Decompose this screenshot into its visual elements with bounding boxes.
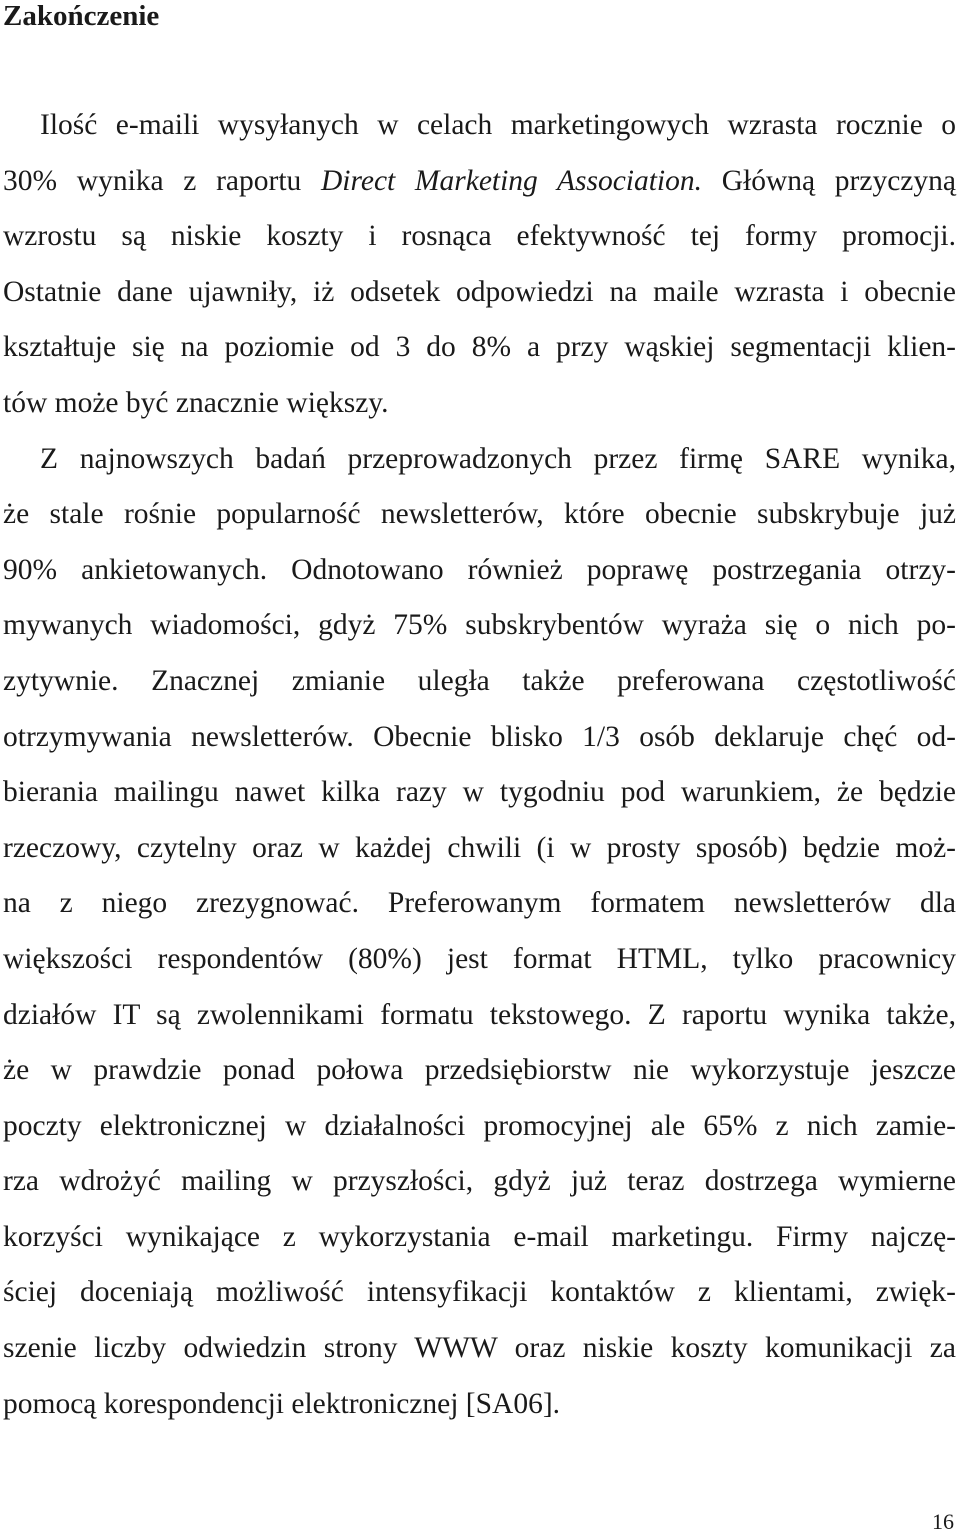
text-run: 30% wynika z raportu <box>3 164 321 197</box>
text-run: Główną przyczyną <box>702 164 956 197</box>
text-line: mywanych wiadomości, gdyż 75% subskrybentów wyraża się o nich po- <box>3 609 956 642</box>
section-heading: Zakończenie <box>3 0 160 32</box>
text-line: zytywnie. Znacznej zmianie uległa także preferowana częstotliwość <box>3 664 956 697</box>
text-line: że stale rośnie popularność newsletterów, które obecnie subskrybuje już <box>3 498 956 531</box>
text-line: Z najnowszych badań przeprowadzonych przez firmę SARE wynika, <box>40 442 956 475</box>
text-line <box>3 154 956 210</box>
text-line: 90% ankietowanych. Odnotowano również poprawę postrzegania otrzy- <box>3 553 956 586</box>
text-line: pomocą korespondencji elektronicznej [SA06]. <box>3 1387 561 1420</box>
text-line: ściej doceniają możliwość intensyfikacji kontaktów z klientami, zwięk- <box>3 1276 956 1309</box>
text-line: rzeczowy, czytelny oraz w każdej chwili (i w prosty sposób) będzie moż- <box>3 831 956 864</box>
source-name-italic: Direct Marketing Association. <box>320 164 703 197</box>
text-line: działów IT są zwolennikami formatu tekstowego. Z raportu wynika także, <box>3 998 956 1031</box>
text-line: że w prawdzie ponad połowa przedsiębiorstw nie wykorzystuje jeszcze <box>3 1054 956 1087</box>
text-line: rza wdrożyć mailing w przyszłości, gdyż już teraz dostrzega wymierne <box>3 1165 956 1198</box>
text-line: wzrostu są niskie koszty i rosnąca efektywność tej formy promocji. <box>3 220 956 253</box>
text-line: tów może być znacznie większy. <box>3 386 389 419</box>
body-text <box>3 98 956 1432</box>
text-line: otrzymywania newsletterów. Obecnie blisko 1/3 osób deklaruje chęć od- <box>3 720 956 753</box>
text-line: bierania mailingu nawet kilka razy w tygodniu pod warunkiem, że będzie <box>3 776 956 809</box>
text-line: większości respondentów (80%) jest format HTML, tylko pracownicy <box>3 942 956 975</box>
text-line: poczty elektronicznej w działalności promocyjnej ale 65% z nich zamie- <box>3 1109 956 1142</box>
text-line: Ilość e-maili wysyłanych w celach marketingowych wzrasta rocznie o <box>40 109 956 141</box>
text-line: kształtuje się na poziomie od 3 do 8% a przy wąskiej segmentacji klien- <box>3 331 956 364</box>
text-line: Ostatnie dane ujawniły, iż odsetek odpowiedzi na maile wzrasta i obecnie <box>3 275 956 308</box>
text-line: na z niego zrezygnować. Preferowanym formatem newsletterów dla <box>3 887 956 920</box>
text-line: szenie liczby odwiedzin strony WWW oraz niskie koszty komunikacji za <box>3 1332 956 1365</box>
text-line: korzyści wynikające z wykorzystania e-mail marketingu. Firmy najczę- <box>3 1220 956 1253</box>
page-number: 16 <box>932 1509 954 1534</box>
